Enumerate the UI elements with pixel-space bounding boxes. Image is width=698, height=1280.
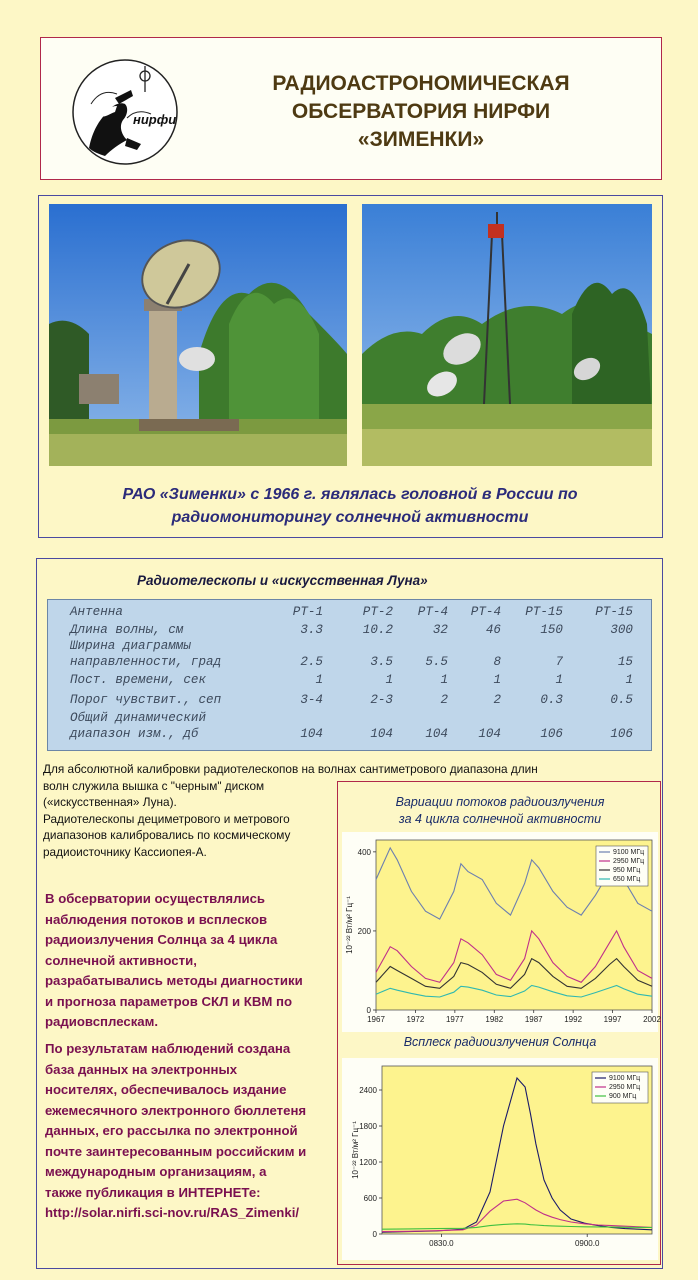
header-panel xyxy=(40,37,662,180)
table-cell: 1 xyxy=(440,673,448,687)
row-label: Антенна xyxy=(70,605,123,619)
table-cell: 2 xyxy=(440,693,448,707)
observations-line: В обсерватории осуществлялись xyxy=(45,891,266,906)
calibration-line: Радиотелескопы дециметрового и метрового xyxy=(43,811,290,826)
photo-radio-telescope-dish xyxy=(49,204,347,466)
page-title xyxy=(191,70,651,154)
table-cell: 0.3 xyxy=(540,693,563,707)
y-tick-label: 0 xyxy=(372,1230,377,1239)
table-cell: 0.5 xyxy=(610,693,633,707)
table-row xyxy=(48,638,653,654)
y-tick-label: 1200 xyxy=(359,1158,377,1167)
legend-label: 9100 МГц xyxy=(613,849,645,856)
chart1-title xyxy=(338,794,662,828)
observations-line: наблюдения потоков и всплесков xyxy=(45,911,268,927)
table-row xyxy=(48,726,653,742)
table-cell: 1 xyxy=(555,673,563,687)
y-axis-label: 10⁻²² Вт/м² Гц⁻¹ xyxy=(351,1121,360,1179)
row-label: Общий динамический xyxy=(70,711,207,725)
calibration-line: («искусственная» Луна). xyxy=(43,795,177,809)
table-cell: 300 xyxy=(610,623,633,637)
x-tick-label: 0830.0 xyxy=(429,1239,454,1248)
legend-label: 9100 МГц xyxy=(609,1075,641,1082)
table-cell: РТ-15 xyxy=(595,605,633,619)
table-cell: 2-3 xyxy=(370,693,393,707)
table-row xyxy=(48,710,653,726)
table-cell: РТ-2 xyxy=(362,605,393,619)
table-cell: 7 xyxy=(555,655,563,669)
x-tick-label: 1972 xyxy=(406,1015,425,1024)
charts-panel xyxy=(337,781,661,1265)
table-title: Радиотелескопы и «искусственная Луна» xyxy=(137,573,428,588)
table-row xyxy=(48,654,653,670)
photos-caption xyxy=(39,483,661,529)
calibration-line: Для абсолютной калибровки радиотелескопов на волнах сантиметрового диапазона длин xyxy=(43,762,538,776)
table-row xyxy=(48,672,653,688)
table-cell: 104 xyxy=(425,727,448,741)
table-cell: 1 xyxy=(385,673,393,687)
row-label: Пост. времени, сек xyxy=(70,673,207,687)
chart1-title-line: Вариации потоков радиоизлучения xyxy=(395,795,605,809)
x-tick-label: 1967 xyxy=(367,1015,385,1024)
x-tick-label: 0900.0 xyxy=(574,1239,600,1248)
observations-line: солнечной активности, xyxy=(45,952,197,968)
legend-label: 2950 МГц xyxy=(613,858,645,865)
chart2-title: Всплеск радиоизлучения Солнца xyxy=(403,1035,597,1049)
y-tick-label: 1800 xyxy=(359,1122,377,1131)
x-tick-label: 1977 xyxy=(445,1015,464,1024)
database-url[interactable]: http://solar.nirfi.sci-nov.ru/RAS_Zimenki/ xyxy=(45,1205,300,1220)
row-label: Длина волны, см xyxy=(70,623,184,637)
calibration-line: диапазонов калибровались по космическому xyxy=(43,828,291,842)
logo-emblem-icon xyxy=(71,58,179,166)
database-line: ежемесячного электронного бюллетеня xyxy=(45,1102,307,1118)
legend-label: 900 МГц xyxy=(609,1093,637,1100)
info-panel xyxy=(36,558,663,1269)
table-cell: 104 xyxy=(370,727,393,741)
chart1-activity-cycles xyxy=(342,832,661,1032)
title-line: РАДИОАСТРОНОМИЧЕСКАЯ xyxy=(272,72,570,95)
chart1-title-line: за 4 цикла солнечной активности xyxy=(398,812,602,826)
table-cell: 104 xyxy=(300,727,323,741)
x-tick-label: 2002 xyxy=(643,1015,661,1024)
database-line: носителях, обеспечивалось издание xyxy=(45,1082,287,1097)
observations-line: разрабатывались методы диагностики xyxy=(45,973,303,988)
table-cell: 2.5 xyxy=(300,655,323,669)
table-cell: 46 xyxy=(485,623,501,637)
table-cell: 104 xyxy=(478,727,501,741)
legend-label: 650 МГц xyxy=(613,876,641,883)
observations-text xyxy=(45,889,335,1033)
x-tick-label: 1982 xyxy=(485,1015,504,1024)
table-cell: 1 xyxy=(493,673,501,687)
caption-line: РАО «Зименки» с 1966 г. являлась головной в России по xyxy=(122,486,578,503)
observations-line: радиовсплескам. xyxy=(45,1014,159,1029)
table-cell: 106 xyxy=(540,727,563,741)
photo-antenna-field xyxy=(362,204,652,466)
table-cell: 150 xyxy=(540,623,563,637)
table-cell: РТ-15 xyxy=(525,605,563,619)
row-label: Ширина диаграммы xyxy=(70,639,191,653)
observations-line: радиоизлучения Солнца за 4 цикла xyxy=(45,932,278,947)
table-cell: 3-4 xyxy=(300,693,323,707)
table-cell: 1 xyxy=(625,673,633,687)
y-tick-label: 400 xyxy=(357,847,371,857)
database-line: данных, его рассылка по электронной xyxy=(45,1123,298,1138)
x-tick-label: 1997 xyxy=(603,1015,622,1024)
legend-label: 2950 МГц xyxy=(609,1084,641,1091)
y-tick-label: 200 xyxy=(357,926,371,936)
table-row xyxy=(48,622,653,638)
table-cell: РТ-4 xyxy=(417,605,448,619)
chart2-solar-burst xyxy=(342,1058,658,1260)
table-row xyxy=(48,604,653,620)
calibration-line: волн служила вышка с "черным" диском xyxy=(43,778,265,793)
table-cell: 15 xyxy=(617,655,633,669)
y-axis-label: 10⁻²² Вт/м² Гц⁻¹ xyxy=(345,896,354,954)
table-cell: 5.5 xyxy=(425,655,448,669)
table-cell: 8 xyxy=(493,655,501,669)
row-label: диапазон изм., дб xyxy=(70,727,199,741)
nirfi-logo xyxy=(71,58,179,166)
y-tick-label: 600 xyxy=(363,1194,377,1203)
table-cell: 32 xyxy=(432,623,448,637)
table-cell: 1 xyxy=(315,673,323,687)
table-row xyxy=(48,692,653,708)
table-cell: 2 xyxy=(493,693,501,707)
database-line: также публикация в ИНТЕРНЕТе: xyxy=(45,1184,261,1200)
database-line: почте заинтересованным российским и xyxy=(45,1143,307,1159)
logo-text: нирфи xyxy=(133,112,177,127)
calibration-line: радиоисточнику Кассиопея-А. xyxy=(43,844,207,859)
y-tick-label: 0 xyxy=(366,1006,371,1015)
table-cell: 3.3 xyxy=(300,623,323,637)
title-line: «ЗИМЕНКИ» xyxy=(357,128,485,151)
caption-line: радиомониторингу солнечной активности xyxy=(171,509,529,526)
table-cell: 10.2 xyxy=(362,623,393,637)
table-cell: 106 xyxy=(610,727,633,741)
database-line: база данных на электронных xyxy=(45,1061,238,1077)
observations-line: и прогноза параметров СКЛ и КВМ по xyxy=(45,993,293,1009)
title-line: ОБСЕРВАТОРИЯ НИРФИ xyxy=(291,100,551,123)
x-tick-label: 1987 xyxy=(524,1015,543,1024)
database-line: По результатам наблюдений создана xyxy=(45,1041,291,1056)
telescope-table xyxy=(47,599,652,751)
table-cell: РТ-4 xyxy=(470,605,501,619)
y-tick-label: 2400 xyxy=(359,1086,377,1095)
x-tick-label: 1992 xyxy=(564,1015,583,1024)
database-line: международным организациям, а xyxy=(45,1164,267,1179)
row-label: направленности, град xyxy=(70,655,222,669)
database-text xyxy=(45,1039,335,1224)
photos-panel xyxy=(38,195,663,538)
table-cell: 3.5 xyxy=(370,655,393,669)
row-label: Порог чувствит., сеп xyxy=(70,693,222,707)
legend-label: 950 МГц xyxy=(613,867,641,874)
table-cell: РТ-1 xyxy=(292,605,323,619)
